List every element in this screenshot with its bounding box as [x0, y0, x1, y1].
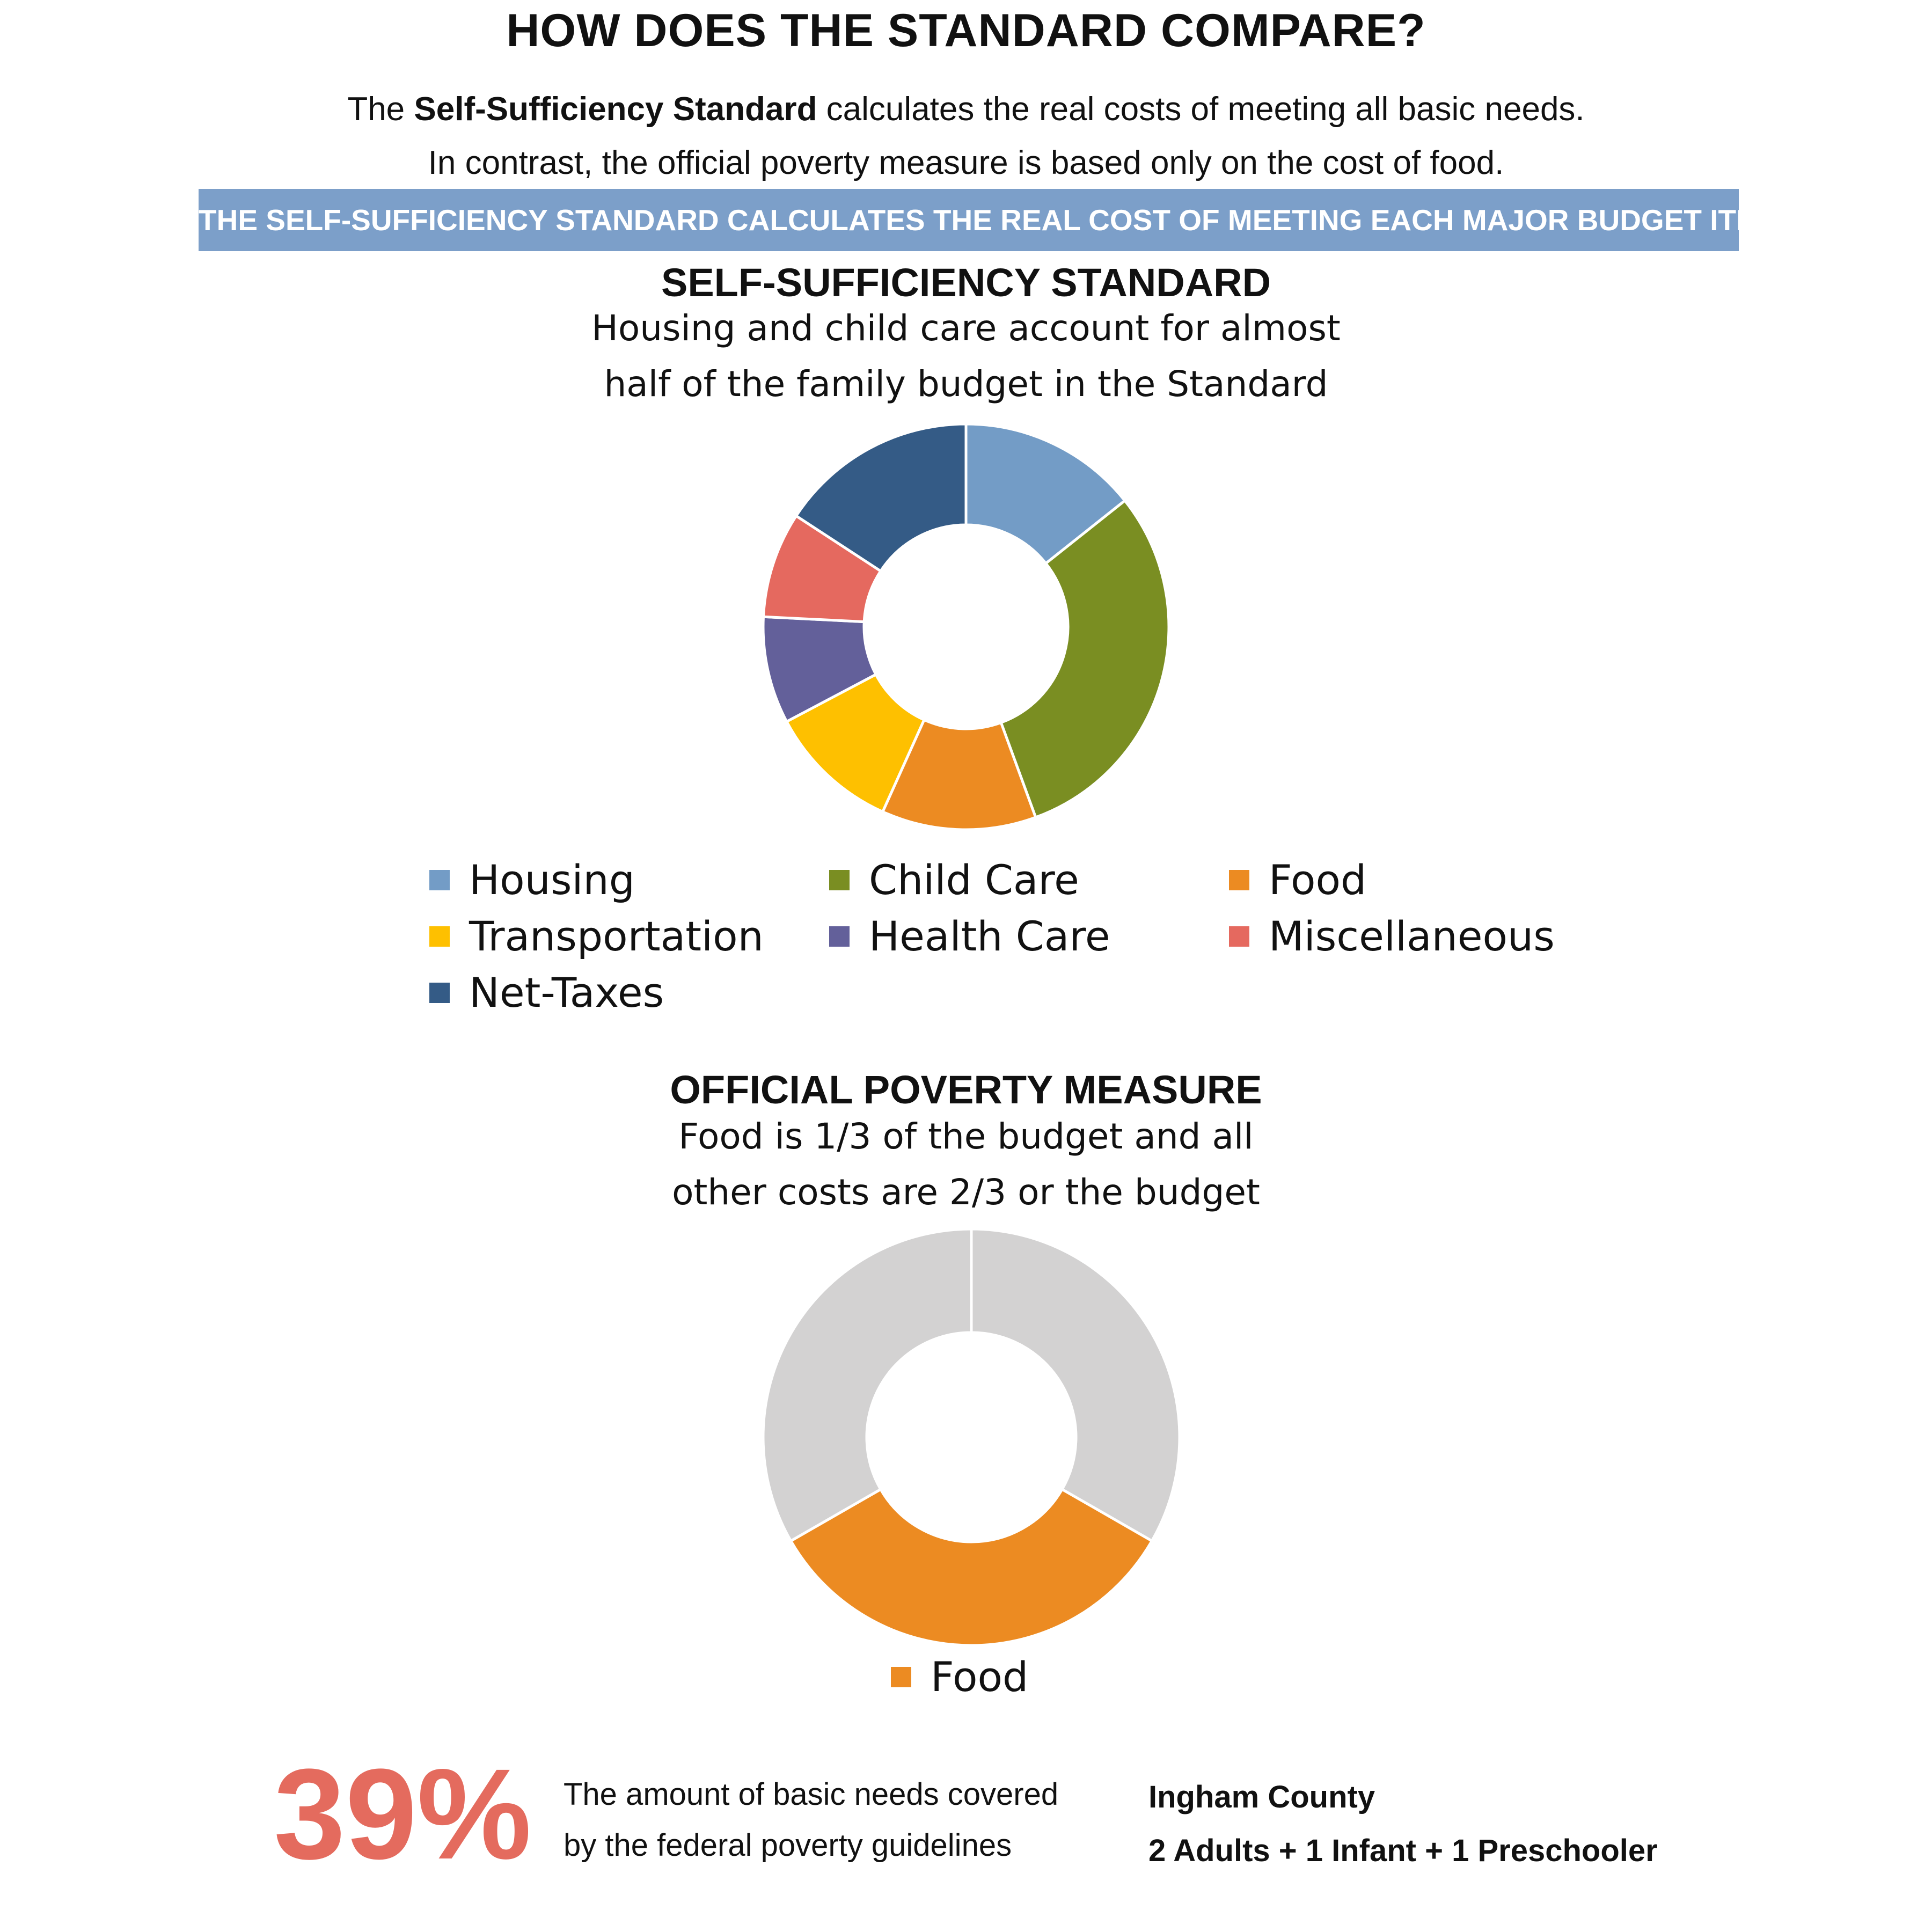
- ss-legend-label-food: Food: [1269, 856, 1367, 904]
- ss-legend-swatch-housing: [429, 870, 450, 890]
- family-type: 2 Adults + 1 Infant + 1 Preschooler: [1148, 1833, 1658, 1868]
- county-name: Ingham County: [1148, 1780, 1375, 1814]
- section-banner: THE SELF-SUFFICIENCY STANDARD CALCULATES THE REAL COST OF MEETING EACH MAJOR BUDGET ITEM: [199, 189, 1739, 251]
- coverage-note-line-1: The amount of basic needs covered: [564, 1777, 1059, 1812]
- ss-legend-label-child-care: Child Care: [869, 856, 1079, 904]
- op-subtitle-line-1: Food is 1/3 of the budget and all: [678, 1116, 1254, 1157]
- ss-legend-label-health-care: Health Care: [869, 912, 1110, 960]
- op-legend-swatch-food: [891, 1667, 911, 1687]
- op-legend-food: [891, 1653, 1028, 1701]
- op-slice-other-2: [763, 1229, 971, 1541]
- op-donut-chart: [0, 1229, 1932, 1658]
- op-subtitle-line-2: other costs are 2/3 or the budget: [672, 1172, 1260, 1213]
- ss-legend-label-transportation: Transportation: [469, 912, 764, 960]
- op-slice-food-1: [791, 1489, 1152, 1645]
- op-chart-subtitle: [0, 1109, 1932, 1220]
- coverage-percent: 39%: [274, 1742, 532, 1886]
- intro-bold-term: Self-Sufficiency Standard: [414, 91, 817, 128]
- ss-legend-swatch-transportation: [429, 926, 450, 947]
- intro-suffix: calculates the real costs of meeting all basic needs.: [817, 91, 1585, 128]
- intro-line-2: In contrast, the official poverty measure is based only on the cost of food.: [428, 144, 1504, 181]
- ss-legend-food: [1229, 856, 1366, 904]
- ss-chart-title: SELF-SUFFICIENCY STANDARD: [661, 260, 1271, 305]
- op-legend-label-food: Food: [931, 1653, 1029, 1701]
- ss-legend-swatch-miscellaneous: [1229, 926, 1249, 947]
- intro-prefix: The: [347, 91, 414, 128]
- ss-legend-swatch-health-care: [829, 926, 850, 947]
- ss-donut-chart: [0, 424, 1932, 843]
- ss-legend-label-housing: Housing: [469, 856, 635, 904]
- ss-legend-swatch-food: [1229, 870, 1249, 890]
- ss-subtitle-line-2: half of the family budget in the Standard: [604, 363, 1328, 405]
- ss-legend-health-care: [829, 912, 1110, 960]
- op-chart-title: OFFICIAL POVERTY MEASURE: [670, 1067, 1262, 1112]
- ss-legend-transportation: [429, 912, 764, 960]
- ss-legend-net-taxes: [429, 969, 664, 1016]
- ss-legend-swatch-net-taxes: [429, 983, 450, 1003]
- ss-chart-subtitle: [0, 301, 1932, 412]
- ss-legend-swatch-child-care: [829, 870, 850, 890]
- ss-subtitle-line-1: Housing and child care account for almost: [591, 308, 1341, 349]
- ss-legend-label-net-taxes: Net-Taxes: [469, 969, 664, 1016]
- ss-legend-child-care: [829, 856, 1079, 904]
- op-slice-other-0: [971, 1229, 1180, 1541]
- coverage-note-line-2: by the federal poverty guidelines: [564, 1828, 1012, 1863]
- page-title: HOW DOES THE STANDARD COMPARE?: [506, 5, 1426, 56]
- intro-line-1: [0, 90, 1932, 128]
- ss-legend-label-miscellaneous: Miscellaneous: [1269, 912, 1555, 960]
- ss-legend-miscellaneous: [1229, 912, 1555, 960]
- ss-legend-housing: [429, 856, 635, 904]
- ss-slice-child-care-1: [1001, 501, 1169, 817]
